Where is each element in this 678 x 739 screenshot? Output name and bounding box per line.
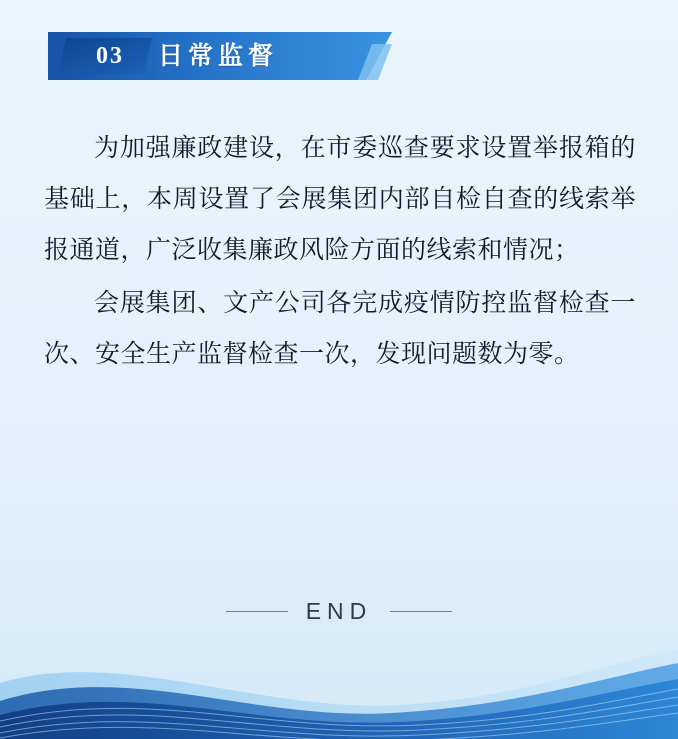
end-label: END	[305, 598, 373, 624]
paragraph-1: 为加强廉政建设，在市委巡查要求设置举报箱的基础上，本周设置了会展集团内部自检自查的线索举报通道，广泛收集廉政风险方面的线索和情况；	[44, 133, 636, 264]
section-number: 03	[96, 43, 124, 69]
footer-wave-decoration	[0, 609, 678, 739]
paragraph-2: 会展集团、文产公司各完成疫情防控监督检查一次、安全生产监督检查一次，发现问题数为零。	[44, 288, 636, 368]
section-title: 日常监督	[158, 41, 279, 70]
section-banner	[48, 32, 392, 80]
body-text	[44, 122, 636, 381]
